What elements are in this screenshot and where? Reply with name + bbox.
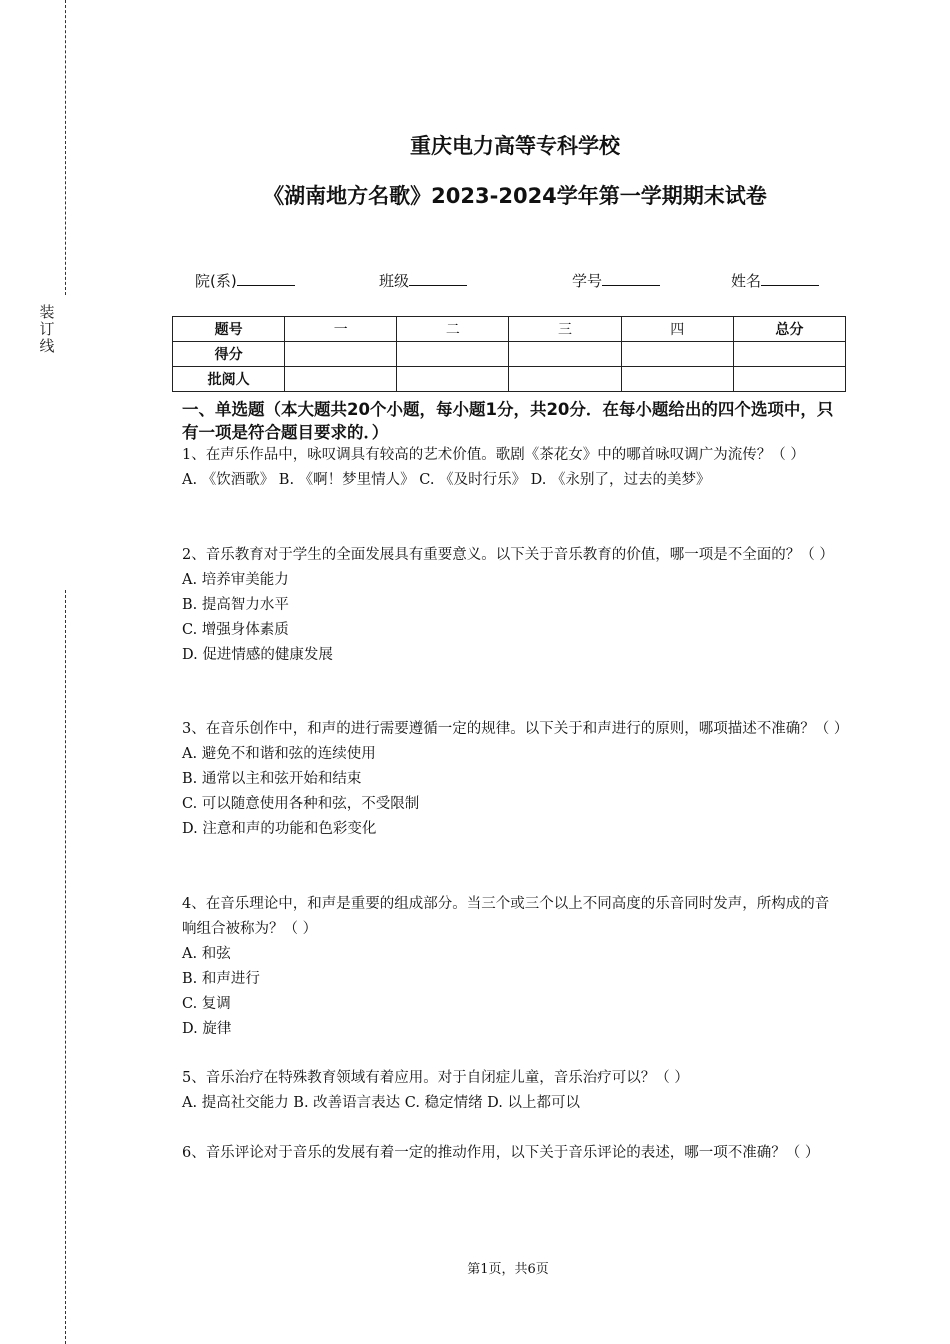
question-stem: 6、音乐评论对于音乐的发展有着一定的推动作用，以下关于音乐评论的表述，哪一项不准确？（ ） xyxy=(182,1145,820,1161)
name-blank[interactable] xyxy=(761,271,819,286)
score-table-col-4: 四 xyxy=(621,317,733,342)
score-table-col-1: 一 xyxy=(285,317,397,342)
option-a: A. 培养审美能力 xyxy=(182,572,289,588)
student-id-field[interactable] xyxy=(572,270,660,291)
class-field[interactable] xyxy=(379,270,467,291)
score-row-label: 得分 xyxy=(173,342,285,367)
class-label: 班级 xyxy=(379,272,410,290)
reviewer-cell[interactable] xyxy=(509,367,621,392)
binding-label xyxy=(38,304,56,355)
score-table-col-3: 三 xyxy=(509,317,621,342)
reviewer-cell[interactable] xyxy=(397,367,509,392)
dept-blank[interactable] xyxy=(237,271,295,286)
dept-field[interactable] xyxy=(195,270,295,291)
question-stem: 1、在声乐作品中，咏叹调具有较高的艺术价值。歌剧《茶花女》中的哪首咏叹调广为流传？（ ） xyxy=(182,447,805,463)
school-title: 重庆电力高等专科学校 xyxy=(410,134,620,158)
section-heading: 一、单选题（本大题共20个小题，每小题1分，共20分．在每小题给出的四个选项中，只有一项是符合题目要求的．） xyxy=(182,400,834,442)
binding-char: 装 xyxy=(39,303,55,321)
score-table-header-label: 题号 xyxy=(173,317,285,342)
option-d: D. 注意和声的功能和色彩变化 xyxy=(182,821,377,837)
question-1 xyxy=(182,443,842,493)
option-b: B. 和声进行 xyxy=(182,971,260,987)
score-cell[interactable] xyxy=(397,342,509,367)
question-stem: 2、音乐教育对于学生的全面发展具有重要意义。以下关于音乐教育的价值，哪一项是不全面的？（ ） xyxy=(182,547,834,563)
score-table-reviewer-row xyxy=(173,367,846,392)
score-table xyxy=(172,316,846,392)
question-stem: 3、在音乐创作中，和声的进行需要遵循一定的规律。以下关于和声进行的原则，哪项描述不准确？（ ） xyxy=(182,721,849,737)
score-cell[interactable] xyxy=(621,342,733,367)
question-4 xyxy=(182,892,842,1042)
question-options: A. 《饮酒歌》 B. 《啊！梦里情人》 C. 《及时行乐》 D. 《永别了，过去的美梦》 xyxy=(182,472,711,488)
page-footer: 第1页，共6页 xyxy=(467,1262,549,1277)
reviewer-cell[interactable] xyxy=(285,367,397,392)
binding-char: 线 xyxy=(39,337,55,355)
student-id-blank[interactable] xyxy=(602,271,660,286)
option-b: B. 提高智力水平 xyxy=(182,597,289,613)
question-stem: 5、音乐治疗在特殊教育领域有着应用。对于自闭症儿童，音乐治疗可以？（ ） xyxy=(182,1070,689,1086)
reviewer-cell[interactable] xyxy=(733,367,845,392)
name-field[interactable] xyxy=(731,270,819,291)
question-options: A. 提高社交能力 B. 改善语言表达 C. 稳定情绪 D. 以上都可以 xyxy=(182,1095,581,1111)
score-cell[interactable] xyxy=(509,342,621,367)
question-6 xyxy=(182,1141,842,1166)
score-table-col-2: 二 xyxy=(397,317,509,342)
dept-label: 院(系) xyxy=(195,272,237,290)
question-stem: 4、在音乐理论中，和声是重要的组成部分。当三个或三个以上不同高度的乐音同时发声，所构成的音响组合被称为？（ ） xyxy=(182,896,830,937)
score-cell[interactable] xyxy=(285,342,397,367)
option-b: B. 通常以主和弦开始和结束 xyxy=(182,771,362,787)
option-c: C. 可以随意使用各种和弦，不受限制 xyxy=(182,796,420,812)
name-label: 姓名 xyxy=(731,272,762,290)
option-a: A. 和弦 xyxy=(182,946,231,962)
exam-title: 《湖南地方名歌》2023-2024学年第一学期期末试卷 xyxy=(263,184,767,208)
option-c: C. 复调 xyxy=(182,996,231,1012)
question-5 xyxy=(182,1066,842,1116)
option-d: D. 旋律 xyxy=(182,1021,232,1037)
reviewer-cell[interactable] xyxy=(621,367,733,392)
score-table-col-total: 总分 xyxy=(733,317,845,342)
question-3 xyxy=(182,717,849,842)
class-blank[interactable] xyxy=(409,271,467,286)
binding-char: 订 xyxy=(39,320,55,338)
binding-line-bottom xyxy=(65,590,66,1344)
score-cell[interactable] xyxy=(733,342,845,367)
score-table-score-row xyxy=(173,342,846,367)
reviewer-row-label: 批阅人 xyxy=(173,367,285,392)
option-a: A. 避免不和谐和弦的连续使用 xyxy=(182,746,376,762)
score-table-header-row xyxy=(173,317,846,342)
option-d: D. 促进情感的健康发展 xyxy=(182,647,333,663)
student-id-label: 学号 xyxy=(572,272,603,290)
option-c: C. 增强身体素质 xyxy=(182,622,289,638)
question-2 xyxy=(182,543,842,668)
